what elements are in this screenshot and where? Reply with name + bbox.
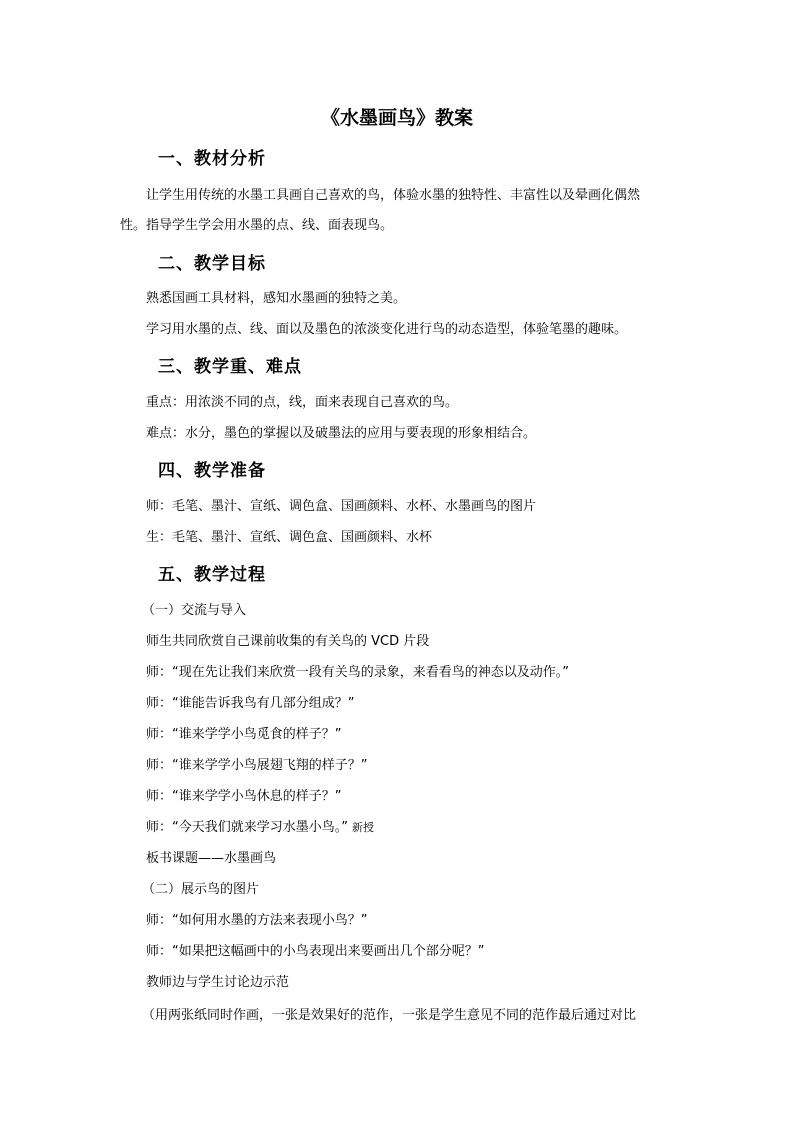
paragraph-line: 生：毛笔、墨汁、宣纸、调色盒、国画颜料、水杯 [146,530,433,545]
paragraph-line: 教师边与学生讨论边示范 [146,975,290,990]
paragraph-line: 师：毛笔、墨汁、宣纸、调色盒、国画颜料、水杯、水墨画鸟的图片 [146,499,537,514]
subheading: （一）交流与导入 [142,603,247,618]
paragraph-line: 熟悉国画工具材料，感知水墨画的独特之美。 [146,291,407,306]
paragraph-line: 师：“谁来学学小鸟展翅飞翔的样子？” [146,758,368,773]
paragraph-line: 师：“如果把这幅画中的小鸟表现出来要画出几个部分呢？” [146,944,485,959]
section-heading-materials: 一、教材分析 [158,149,266,169]
quote-text: 师：“今天我们就来学习水墨小鸟。” [146,820,348,835]
paragraph-line: 师生共同欣赏自己课前收集的有关鸟的 VCD 片段 [146,634,430,649]
document-title: 《水墨画鸟》教案 [320,107,473,129]
section-heading-preparation: 四、教学准备 [158,461,266,481]
paragraph-line: 让学生用传统的水墨工具画自己喜欢的鸟，体验水墨的独特性、丰富性以及晕画化偶然 [146,188,641,203]
paragraph-line: 师：“如何用水墨的方法来表现小鸟？” [146,913,368,928]
paragraph-line: 师：“谁能告诉我鸟有几部分组成？” [146,696,355,711]
paragraph-line: 师：“谁来学学小鸟觅食的样子？” [146,727,342,742]
paragraph-line: 学习用水墨的点、线、面以及墨色的浓淡变化进行鸟的动态造型，体验笔墨的趣味。 [146,322,628,337]
section-heading-process: 五、教学过程 [158,565,266,585]
margin-note: 新授 [351,821,374,834]
section-heading-goals: 二、教学目标 [158,254,266,274]
paragraph-line: 性。指导学生学会用水墨的点、线、面表现鸟。 [120,218,394,233]
paragraph-line: 难点：水分，墨色的掌握以及破墨法的应用与要表现的形象相结合。 [146,426,537,441]
paragraph-line: 重点：用浓淡不同的点，线，面来表现自己喜欢的鸟。 [146,395,459,410]
paragraph-line: （用两张纸同时作画，一张是效果好的范作，一张是学生意见不同的范作最后通过对比 [142,1008,637,1023]
paragraph-line: 师：“谁来学学小鸟休息的样子？” [146,789,342,804]
subheading: （二）展示鸟的图片 [142,882,260,897]
paragraph-line: 师：“现在先让我们来欣赏一段有关鸟的录象，来看看鸟的神态以及动作。” [146,665,569,680]
paragraph-line: 板书课题——水墨画鸟 [146,851,277,866]
section-heading-key-points: 三、教学重、难点 [158,357,302,377]
paragraph-line [146,818,374,838]
